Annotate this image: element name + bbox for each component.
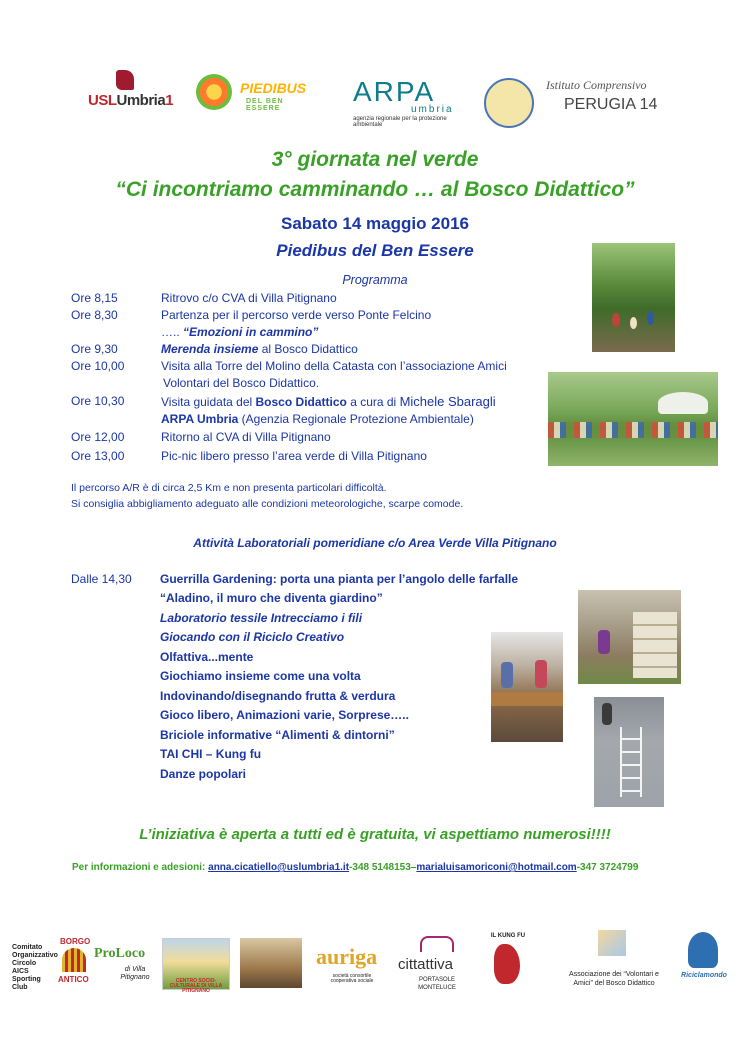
title-line2: “Ci incontriamo camminando … al Bosco Didattico” <box>115 178 635 201</box>
volontari-emblem-icon <box>598 930 626 956</box>
proloco-name: ProLoco <box>94 946 146 961</box>
volontari-logo <box>562 930 666 992</box>
schedule-desc: Volontari del Bosco Didattico. <box>163 376 320 390</box>
activity-item: Guerrilla Gardening: porta una pianta per l’angolo delle farfalle <box>160 572 519 586</box>
kitchen-photo <box>240 938 302 988</box>
volontari-name: Associazione dei “Volontari e Amici” del Bosco Didattico <box>569 971 659 987</box>
schedule-desc: Ritorno al CVA di Villa Pitignano <box>161 430 331 444</box>
activity-item: Gioco libero, Animazioni varie, Sorprese….. <box>160 708 409 722</box>
borgo-text: Comitato <box>12 944 43 951</box>
schedule-desc: Visita alla Torre del Molino della Catasta con l’associazione Amici <box>161 359 507 373</box>
schedule-desc: a cura di <box>346 395 400 409</box>
email-link-2[interactable]: marialuisamoriconi@hotmail.com <box>416 862 577 873</box>
activity-item: Olfattiva...mente <box>160 650 254 664</box>
contact-label: Per informazioni e adesioni: <box>72 862 209 873</box>
afternoon-time: Dalle 14,30 <box>71 572 132 586</box>
arpa-logo-subtitle: agenzia regionale per la protezione ambientale <box>353 116 447 128</box>
event-name: Piedibus del Ben Essere <box>276 241 474 260</box>
usl-umbria-logo <box>88 70 174 116</box>
programma-heading: Programma <box>342 273 408 287</box>
activity-item: TAI CHI – Kung fu <box>160 747 262 761</box>
garden-wall-photo <box>578 590 681 684</box>
schedule-time: Ore 9,30 <box>71 342 118 356</box>
schedule-desc: al Bosco Didattico <box>258 342 358 356</box>
activity-item: Briciole informative “Alimenti & dintorni” <box>160 728 395 742</box>
workshop-photo <box>491 632 563 742</box>
borgo-antico-logo <box>12 937 91 991</box>
activity-item: Indovinando/disegnando frutta & verdura <box>160 689 396 703</box>
arpa-logo-region: umbria <box>411 104 454 115</box>
activity-item: Danze popolari <box>160 767 247 781</box>
contact-info <box>72 862 638 873</box>
borgo-text: Circolo AICS <box>12 960 37 975</box>
kungfu-name: IL KUNG FU <box>490 933 526 939</box>
borgo-text: Organizzativo <box>12 952 58 959</box>
istituto-comprensivo-logo <box>484 76 674 124</box>
schedule-time: Ore 10,00 <box>71 359 125 373</box>
istituto-logo-bottom: PERUGIA 14 <box>564 96 658 113</box>
activity-item: Giocando con il Riciclo Creativo <box>160 630 345 644</box>
flower-icon <box>196 74 232 110</box>
schedule-desc-person: Michele Sbaragli <box>399 394 496 409</box>
schedule-time: Ore 10,30 <box>71 394 125 408</box>
schedule-time: Ore 13,00 <box>71 449 125 463</box>
activity-item: “Aladino, il muro che diventa giardino” <box>160 591 383 605</box>
afternoon-heading: Attività Laboratoriali pomeridiane c/o Area Verde Villa Pitignano <box>193 536 557 550</box>
note-clothing: Si consiglia abbigliamento adeguato alle condizioni meteorologiche, scarpe comode. <box>71 498 464 510</box>
usl-logo-region: Umbria <box>116 92 166 109</box>
schedule-desc-emphasis: “Emozioni in cammino” <box>183 325 319 339</box>
borgo-top: BORGO <box>60 937 91 946</box>
istituto-logo-top: Istituto Comprensivo <box>546 78 647 92</box>
auriga-logo <box>316 938 386 990</box>
schedule-time: Ore 12,00 <box>71 430 125 444</box>
usl-logo-text: USL <box>88 92 117 109</box>
auriga-name: auriga <box>316 944 378 969</box>
schedule-desc: (Agenzia Regionale Protezione Ambientale) <box>238 412 474 426</box>
phone-2: -347 3724799 <box>576 862 639 873</box>
schedule-desc-bold: Bosco Didattico <box>255 395 347 409</box>
cittattiva-name: cittattiva <box>398 956 454 973</box>
auriga-sub: società consortile cooperativa sociale <box>330 973 374 984</box>
arpa-logo <box>353 76 454 128</box>
cittattiva-sub: PORTASOLE MONTELUCE <box>418 977 456 991</box>
usl-mark-icon <box>116 70 134 90</box>
schedule-desc: ….. <box>161 325 184 339</box>
usl-logo-num: 1 <box>165 92 174 109</box>
dragon-icon <box>494 944 520 984</box>
phone-1: -348 5148153– <box>349 862 417 873</box>
cittattiva-logo <box>398 936 476 991</box>
activity-item: Giochiamo insieme come una volta <box>160 669 361 683</box>
centro-socio-culturale-logo <box>162 938 230 994</box>
figure-icon <box>688 932 718 968</box>
hopscotch-photo <box>594 697 664 807</box>
riciclamondo-name: Riciclamondo <box>681 972 727 979</box>
piedibus-logo-name: PIEDIBUS <box>240 80 307 96</box>
arch-icon <box>420 936 454 952</box>
picnic-lawn-photo <box>548 372 718 466</box>
forest-walk-photo <box>592 243 675 352</box>
proloco-logo <box>94 946 156 980</box>
borgo-text: Sporting Club <box>12 976 41 991</box>
kung-fu-logo <box>484 932 532 988</box>
piedibus-logo-sub: DEL BEN ESSERE <box>246 98 284 112</box>
email-link-1[interactable]: anna.cicatiello@uslumbria1.it <box>208 862 350 873</box>
title-line1: 3° giornata nel verde <box>271 148 479 171</box>
schedule-desc: Ritrovo c/o CVA di Villa Pitignano <box>161 291 337 305</box>
schedule-time: Ore 8,30 <box>71 308 118 322</box>
schedule-desc-emphasis: Merenda insieme <box>161 342 259 356</box>
closing-message: L’iniziativa è aperta a tutti ed è gratuita, vi aspettiamo numerosi!!!! <box>139 826 611 843</box>
school-badge-icon <box>484 78 534 128</box>
note-distance: Il percorso A/R è di circa 2,5 Km e non presenta particolari difficoltà. <box>71 482 387 494</box>
schedule-desc-bold: ARPA Umbria <box>161 412 239 426</box>
riciclamondo-logo <box>678 928 730 986</box>
event-date: Sabato 14 maggio 2016 <box>280 214 470 233</box>
activity-item: Laboratorio tessile Intrecciamo i fili <box>160 611 363 625</box>
borgo-bottom: ANTICO <box>58 975 89 984</box>
centro-name: CENTRO SOCIO-CULTURALE DI VILLA PITIGNANO <box>169 978 223 994</box>
schedule-desc: Pic-nic libero presso l’area verde di Villa Pitignano <box>161 449 427 463</box>
piedibus-logo <box>196 74 316 114</box>
schedule-desc: Visita guidata del <box>161 395 256 409</box>
arpa-logo-name: ARPA <box>353 76 436 107</box>
schedule-time: Ore 8,15 <box>71 291 118 305</box>
tent-icon <box>62 948 86 972</box>
proloco-sub: di Villa Pitignano <box>120 966 150 981</box>
schedule-desc: Partenza per il percorso verde verso Ponte Felcino <box>161 308 432 322</box>
